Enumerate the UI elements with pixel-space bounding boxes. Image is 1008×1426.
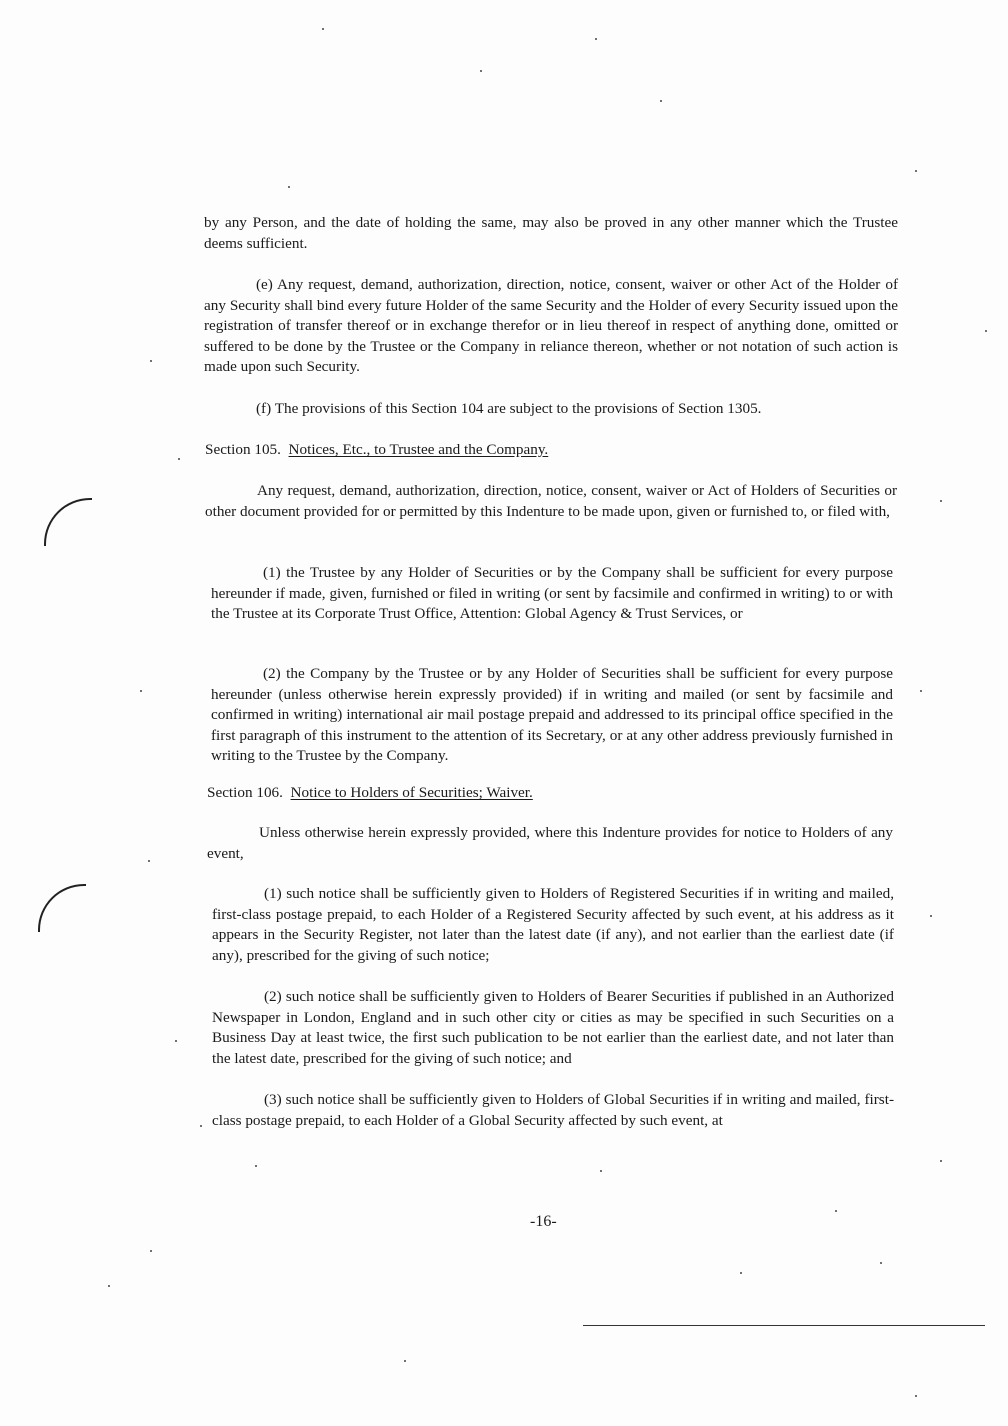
scan-speck	[600, 1170, 602, 1172]
scan-speck	[915, 1395, 917, 1397]
section-105-clause-1-text: (1) the Trustee by any Holder of Securities or by the Company shall be sufficient for every purpose hereunder if made, given, furnished or filed in writing (or sent by facsimile and confirmed in writing) to or with the Trustee at its Corporate Trust Office, Attention: Global Agency & Trust Services, or	[211, 564, 893, 622]
scan-speck	[288, 186, 290, 188]
scan-speck	[108, 1285, 110, 1287]
scan-speck	[660, 100, 662, 102]
section-106-number: Section 106.	[207, 784, 283, 801]
scan-speck	[404, 1360, 406, 1362]
footer-rule	[583, 1325, 985, 1326]
scan-speck	[740, 1272, 742, 1274]
scan-speck	[150, 1250, 152, 1252]
scan-speck	[940, 500, 942, 502]
section-106-title: Notice to Holders of Securities; Waiver.	[290, 784, 533, 801]
section-106-intro-text: Unless otherwise herein expressly provided, where this Indenture provides for notice to Holders of any event,	[207, 824, 893, 862]
section-105-title: Notices, Etc., to Trustee and the Company.	[288, 441, 549, 458]
section-106-clause-2-text: (2) such notice shall be sufficiently given to Holders of Bearer Securities if published in an Authorized Newspaper in London, England and in such other city or cities as may be specified in such Securities on a Business Day at least twice, the first such publication to be not earlier than the earliest date, and not later than the latest date, prescribed for the giving of such notice; and	[212, 988, 894, 1067]
scan-speck	[930, 915, 932, 917]
section-105-heading	[205, 440, 548, 460]
scan-speck	[148, 860, 150, 862]
section-105-clause-1	[211, 563, 893, 625]
scan-speck	[985, 330, 987, 332]
punch-hole-mark	[44, 498, 92, 546]
section-105-clause-2-text: (2) the Company by the Trustee or by any Holder of Securities shall be sufficient for every purpose hereunder (unless otherwise herein expressly provided) if in writing and mailed (or sent by facsimile and confirmed in writing) international air mail postage prepaid and addressed to its principal office specified in the first paragraph of this instrument to the attention of its Secretary, or at any other address previously furnished in writing to the Trustee by the Company.	[211, 665, 893, 764]
scan-speck	[175, 1040, 177, 1042]
scan-speck	[835, 1210, 837, 1212]
scan-speck	[255, 1165, 257, 1167]
section-106-clause-3	[212, 1090, 894, 1131]
section-106-clause-1-text: (1) such notice shall be sufficiently given to Holders of Registered Securities if in writing and mailed, first-class postage prepaid, to each Holder of a Registered Security affected by such event, at his address as it appears in the Security Register, not later than the latest date (if any), and not earlier than the earliest date (if any), prescribed for the giving of such notice;	[212, 885, 894, 964]
scan-speck	[595, 38, 597, 40]
scan-speck	[150, 360, 152, 362]
scan-speck	[880, 1262, 882, 1264]
scan-speck	[915, 170, 917, 172]
scan-speck	[940, 1160, 942, 1162]
section-106-clause-3-text: (3) such notice shall be sufficiently given to Holders of Global Securities if in writing and mailed, first-class postage prepaid, to each Holder of a Global Security affected by such event, at	[212, 1091, 894, 1129]
paragraph-f	[204, 399, 898, 420]
section-106-clause-2	[212, 987, 894, 1069]
scan-speck	[140, 690, 142, 692]
scan-speck	[200, 1125, 202, 1127]
punch-hole-mark	[38, 884, 86, 932]
section-105-intro	[205, 481, 897, 522]
paragraph-continuation: by any Person, and the date of holding the same, may also be proved in any other manner which the Trustee deems sufficient.	[204, 214, 898, 252]
section-106-intro	[207, 823, 893, 864]
paragraph-e-text: (e) Any request, demand, authorization, direction, notice, consent, waiver or other Act of the Holder of any Security shall bind every future Holder of the same Security and the Holder of every Security issued upon the registration of transfer thereof or in exchange therefor or in lieu thereof in respect of anything done, omitted or suffered to be done by the Trustee or the Company in reliance thereon, whether or not notation of such action is made upon such Security.	[204, 276, 898, 375]
section-105-intro-text: Any request, demand, authorization, direction, notice, consent, waiver or Act of Holders of Securities or other document provided for or permitted by this Indenture to be made upon, given or furnished to, or filed with,	[205, 482, 897, 520]
scan-speck	[178, 458, 180, 460]
paragraph-f-text: (f) The provisions of this Section 104 are subject to the provisions of Section 1305.	[256, 400, 762, 417]
scan-speck	[920, 690, 922, 692]
scan-speck	[322, 28, 324, 30]
section-106-clause-1	[212, 884, 894, 966]
section-105-clause-2	[211, 664, 893, 767]
page-number: -16-	[530, 1213, 557, 1230]
section-105-number: Section 105.	[205, 441, 281, 458]
scan-speck	[480, 70, 482, 72]
paragraph-e	[204, 275, 898, 378]
section-106-heading	[207, 783, 533, 803]
